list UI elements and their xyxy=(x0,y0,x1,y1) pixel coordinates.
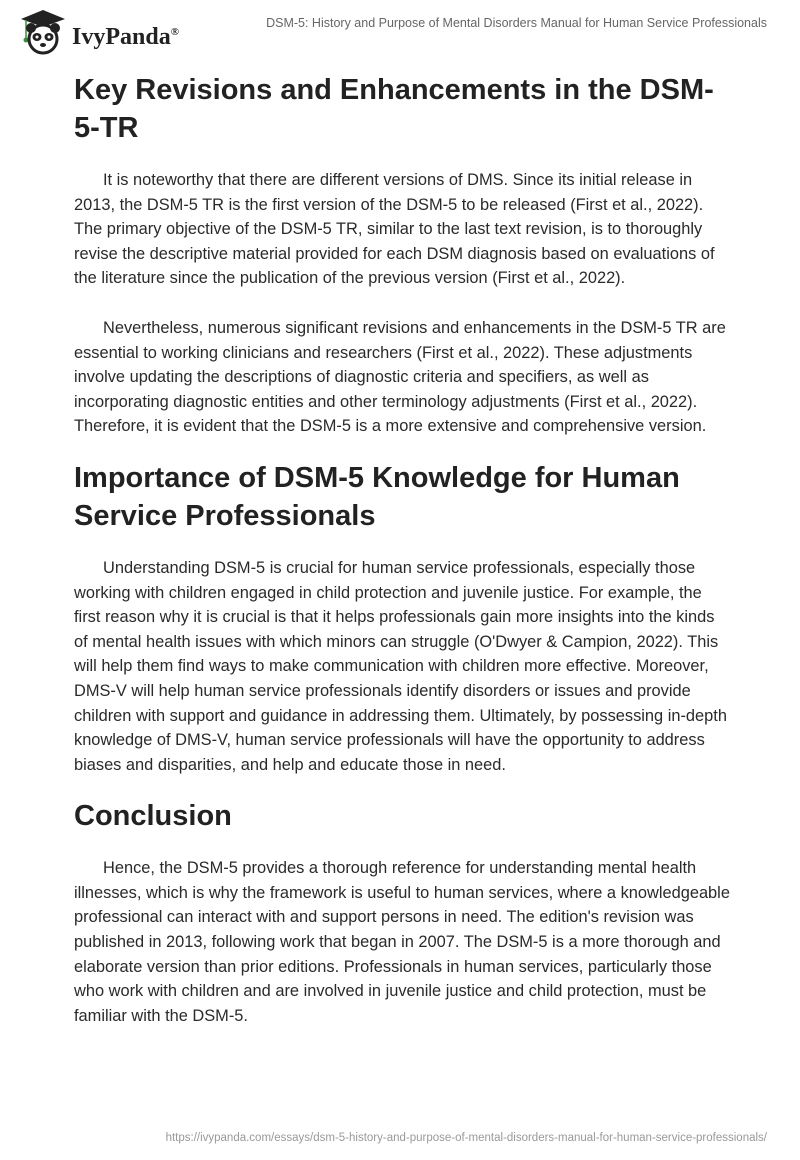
paragraph: Nevertheless, numerous significant revisions and enhancements in the DSM-5 TR are essential to working clinicians and researchers (First et al., 2022). These adjustments involve updating the descriptions of diagnostic criteria and specifiers, as well as incorporating diagnostic entities and other terminology adjustments (First et al., 2022). Therefore, it is evident that the DSM-5 is a more extensive and comprehensive version. xyxy=(74,318,726,436)
paragraph: Understanding DSM-5 is crucial for human service professionals, especially those working with children engaged in child protection and juvenile justice. For example, the first reason why it is crucial is that it helps professionals gain more insights into the kinds of mental health issues with which minors can struggle (O'Dwyer & Campion, 2022). This will help them find ways to make communication with children more effective. Moreover, DMS-V will help human service professionals identify disorders or issues and provide children with support and guidance in addressing them. Ultimately, by possessing in-depth knowledge of DMS-V, human service professionals will have the opportunity to address biases and disparities, and help and educate those in need. xyxy=(74,558,727,774)
page-header xyxy=(0,0,800,60)
document-title: DSM-5: History and Purpose of Mental Disorders Manual for Human Service Professionals xyxy=(266,16,767,30)
logo-text: IvyPanda® xyxy=(72,23,179,50)
section-heading: Key Revisions and Enhancements in the DSM-5-TR xyxy=(74,74,714,144)
section-heading: Importance of DSM-5 Knowledge for Human Service Professionals xyxy=(74,461,680,532)
essay-content xyxy=(74,71,730,1028)
panda-graduate-icon xyxy=(18,8,68,56)
ivypanda-logo[interactable] xyxy=(18,8,179,56)
paragraph: It is noteworthy that there are different versions of DMS. Since its initial release in 2013, the DSM-5 TR is the first version of the DSM-5 to be released (First et al., 2022). The primary objective of the DSM-5 TR, similar to the last text revision, is to thoroughly revise the descriptive material provided for each DSM diagnosis based on evaluations of the literature since the publication of the previous version (First et al., 2022). xyxy=(74,171,715,288)
paragraph: Hence, the DSM-5 provides a thorough reference for understanding mental health illnesses, which is why the framework is useful to human services, where a knowledgeable professional can interact with and support persons in need. The edition's revision was published in 2013, following work that began in 2007. The DSM-5 is a more thorough and elaborate version than prior editions. Professionals in human services, particularly those who work with children and are involved in juvenile justice and child protection, must be familiar with the DSM-5. xyxy=(74,859,730,1025)
source-url[interactable]: https://ivypanda.com/essays/dsm-5-history-and-purpose-of-mental-disorders-manual-for-human-service-professionals/ xyxy=(165,1132,767,1144)
section-heading: Conclusion xyxy=(74,800,232,833)
